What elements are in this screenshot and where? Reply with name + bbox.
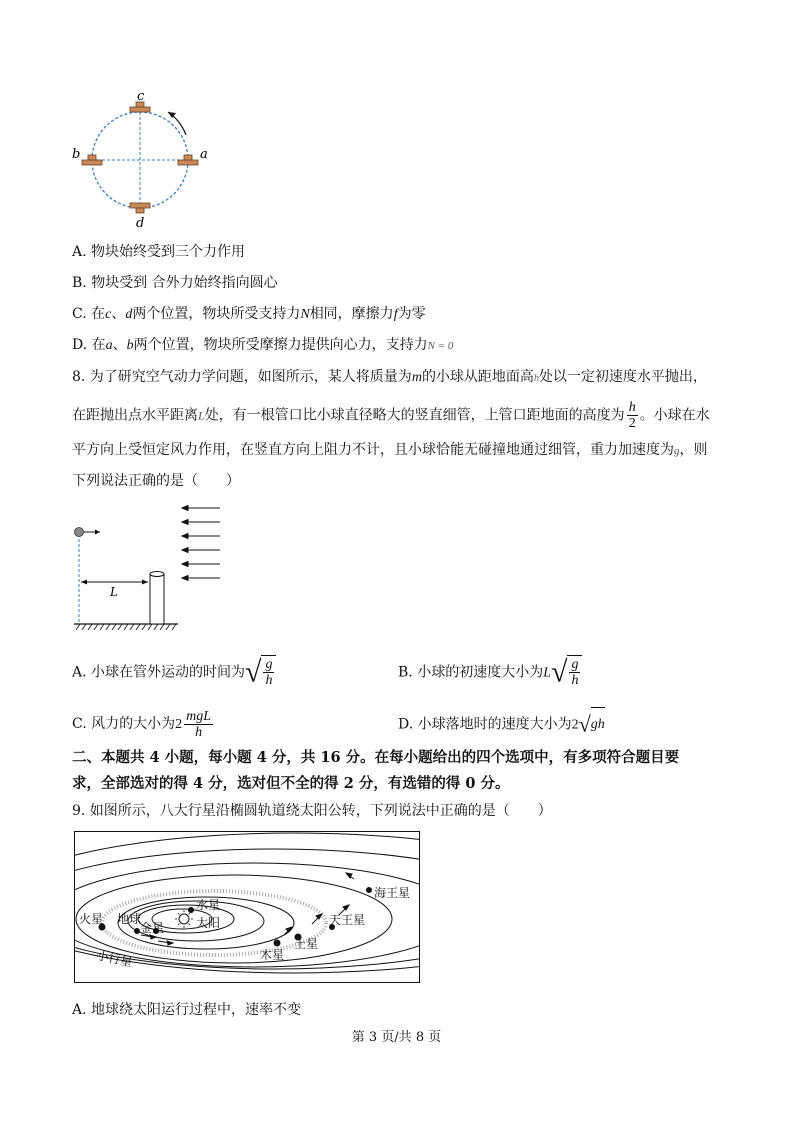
q8-line-2 xyxy=(72,400,710,431)
var-d: d xyxy=(125,307,133,322)
fraction-h-over-2 xyxy=(627,400,638,431)
label-xiaoxingxing: 小行星 xyxy=(95,948,134,970)
q7-option-a: A. 物块始终受到三个力作用 xyxy=(72,244,246,260)
var-g: g xyxy=(674,445,680,457)
label-b: b xyxy=(72,147,81,162)
text: 、 xyxy=(111,306,126,322)
text: 、 xyxy=(112,337,127,353)
var-l: L xyxy=(543,665,551,681)
label-huoxing: 火星 xyxy=(79,912,104,926)
var-l: L xyxy=(198,408,205,423)
denominator: h xyxy=(265,673,273,689)
text: 。小球在水 xyxy=(639,407,710,424)
circle-motion-figure xyxy=(68,90,218,240)
numerator: g xyxy=(265,657,273,673)
q8-line-1 xyxy=(72,367,707,389)
page-footer: 第 3 页/共 8 页 xyxy=(351,1030,442,1045)
sqrt-gh: √gh xyxy=(579,707,605,742)
fraction-mgl-over-h xyxy=(184,709,213,740)
label-jinxing: 金星 xyxy=(140,921,165,935)
q8-option-c xyxy=(72,707,215,742)
var-c: c xyxy=(105,307,112,322)
numerator: g xyxy=(571,657,579,673)
q7-option-d xyxy=(72,335,453,356)
label-diqiu: 地球 xyxy=(117,912,142,926)
denominator: h xyxy=(571,673,579,689)
text: 在距抛出点水平距离 xyxy=(72,407,198,424)
coef: 2 xyxy=(175,717,183,732)
label-d: d xyxy=(136,216,145,231)
text: 8. 为了研究空气动力学问题，如图所示，某人将质量为 xyxy=(72,369,412,385)
coef: 2 xyxy=(571,717,579,733)
text: 相同，摩擦力 xyxy=(309,306,394,322)
section-2-line-1: 二、本题共 4 小题，每小题 4 分，共 16 分。在每小题给出的四个选项中，有多项符合题目要 xyxy=(72,749,680,766)
q8-line-3 xyxy=(72,440,708,461)
q7-option-c xyxy=(72,304,426,325)
var-a: a xyxy=(105,338,113,353)
radicand: gh xyxy=(591,707,605,742)
text: A. 小球在管外运动的时间为 xyxy=(72,664,246,681)
var-m: m xyxy=(411,370,422,385)
projectile-figure xyxy=(70,500,230,635)
denominator: h xyxy=(195,724,203,740)
label-c: c xyxy=(137,90,145,104)
text: 处以一定初速度水平抛出， xyxy=(538,369,707,385)
var-b: b xyxy=(126,338,134,353)
q9-option-a: A. 地球绕太阳运行过程中，速率不变 xyxy=(72,1002,302,1018)
section-2-line-2: 求，全部选对的得 4 分，选对但不全的得 2 分，有选错的得 0 分。 xyxy=(72,775,510,792)
label-tuxing: 土星 xyxy=(294,937,319,951)
text: D. 在 xyxy=(72,337,106,353)
var-f: f xyxy=(393,307,398,322)
label-haiwangxing: 海王星 xyxy=(374,886,411,900)
numerator: mgL xyxy=(186,708,212,724)
numerator: h xyxy=(628,400,636,415)
q9-stem: 9. 如图所示，八大行星沿椭圆轨道绕太阳公转，下列说法中正确的是（ ） xyxy=(72,803,552,819)
text: D. 小球落地时的速度大小为 xyxy=(398,716,572,733)
q8-option-a xyxy=(72,655,276,690)
text: C. 风力的大小为 xyxy=(72,716,176,732)
q8-option-d xyxy=(398,707,605,743)
solar-system-figure xyxy=(74,831,420,983)
denominator: 2 xyxy=(628,416,636,431)
label-l: L xyxy=(110,585,118,599)
q8-line-4: 下列说法正确的是（ ） xyxy=(72,473,240,489)
label-shuixing: 水星 xyxy=(196,898,221,912)
text: 处，有一根管口比小球直径略大的竖直细管，上管口距地面的高度为 xyxy=(204,407,625,424)
label-taiyang: 太阳 xyxy=(196,916,221,930)
text: 两个位置，物块所受支持力 xyxy=(132,306,301,322)
label-muxing: 木星 xyxy=(260,948,285,962)
q7-option-b: B. 物块受到 合外力始终指向圆心 xyxy=(72,275,278,291)
var-n: N xyxy=(300,307,310,322)
text: 平方向上受恒定风力作用，在竖直方向上阻力不计，且小球恰能无碰撞地通过细管，重力加速度为 xyxy=(72,442,674,458)
text: 的小球从距地面高 xyxy=(421,369,534,385)
sqrt-g-over-h: √ $\frac{g}{h}$ xyxy=(245,655,276,690)
eq-n0: N = 0 xyxy=(427,340,454,352)
text: ，则 xyxy=(679,442,708,458)
text: 为零 xyxy=(397,306,426,322)
label-a: a xyxy=(200,147,208,162)
text: B. 小球的初速度大小为 xyxy=(398,664,544,681)
label-tianwangxing: 天王星 xyxy=(329,913,366,927)
text: 两个位置，物块所受摩擦力提供向心力，支持力 xyxy=(133,337,428,353)
sqrt-g-over-h: √ $\frac{g}{h}$ xyxy=(551,655,582,690)
var-h: h xyxy=(533,373,539,384)
text: C. 在 xyxy=(72,306,106,322)
q8-option-b xyxy=(398,655,582,691)
